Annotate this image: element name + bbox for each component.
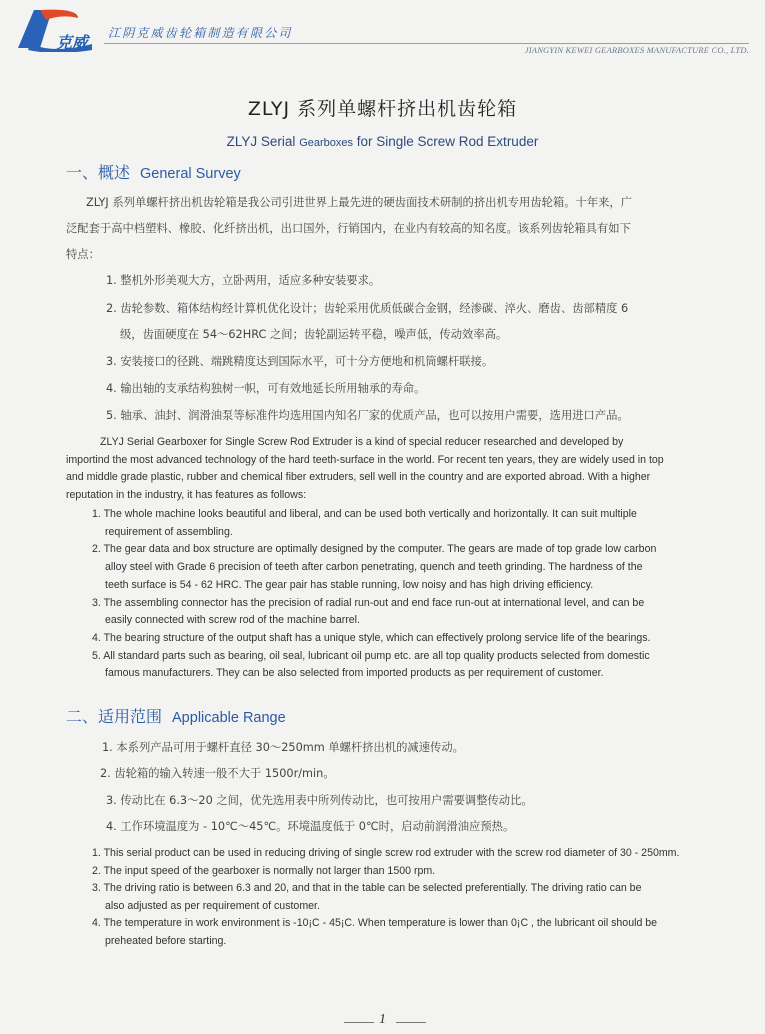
intro-en-line: and middle grade plastic, rubber and chemical fiber extruders, sell well in the country and are exported abroad. With a higher [66,471,651,484]
feature-en-line: 3. The assembling connector has the precision of radial run-out and end face run-out at international level, and can be [92,596,645,609]
intro-en-line: importind the most advanced technology of the hard teeth-surface in the world. For recent ten years, they are widely used in top [66,453,664,466]
page-title-en [0,134,765,149]
section1-heading [66,160,241,183]
feature-en-line: requirement of assembling. [105,525,233,538]
feature-cn-item-cont: 级，齿面硬度在 54～62HRC 之间；齿轮副运转平稳，噪声低，传动效率高。 [120,328,508,341]
feature-en-line: famous manufacturers. They can be also selected from imported products as per requirement of customer. [105,667,604,680]
range-en [92,845,679,950]
feature-en-line: 2. The gear data and box structure are optimally designed by the computer. The gears are made of top grade low carbon [92,543,657,556]
feature-en-line: teeth surface is 54 - 62 HRC. The gear pair has stable running, low noisy and has high driving efficiency. [105,578,594,591]
feature-cn-item: 2. 齿轮参数、箱体结构经计算机优化设计；齿轮采用优质低碳合金钢，经渗碳、淬火、磨齿、齿部精度 6 [106,302,629,315]
logo-text: 克威 [56,33,89,52]
range-cn-item: 2. 齿轮箱的输入转速一般不大于 1500r/min。 [100,767,335,780]
page-number: 1 [379,1012,386,1027]
page-title-cn: ZLYJ 系列单螺杆挤出机齿轮箱 [247,98,518,120]
range-en-line: preheated before starting. [105,934,227,947]
section1-heading-en: General Survey [140,166,241,182]
feature-en-line: 4. The bearing structure of the output shaft has a unique style, which can effectively prolong service life of the bearings. [92,631,651,644]
feature-cn-item: 4. 输出轴的支承结构独树一帜，可有效地延长所用轴承的寿命。 [106,382,426,395]
range-en-line: also adjusted as per requirement of customer. [105,899,320,912]
feature-cn-item: 1. 整机外形美观大方，立卧两用，适应多种安装要求。 [106,274,381,287]
title-en-part2: Gearboxes [299,137,353,149]
intro-en-line: reputation in the industry, it has features as follows: [66,489,307,502]
header-divider [104,43,749,44]
range-cn-item: 1. 本系列产品可用于螺杆直径 30～250mm 单螺杆挤出机的减速传动。 [102,741,464,754]
intro-cn-line: 特点： [66,248,100,261]
range-cn-item: 4. 工作环境温度为 - 10℃～45℃。环境温度低于 0℃时，启动前润滑油应预热。 [106,820,515,833]
section2-heading-cn: 二、适用范围 [66,707,163,726]
company-name-cn: 江阴克威齿轮箱制造有限公司 [108,26,293,40]
feature-en-line: 1. The whole machine looks beautiful and liberal, and can be used both vertically and horizontally. It can suit multiple [92,508,637,520]
intro-cn-line: 泛配套于高中档塑料、橡胶、化纤挤出机，出口国外，行销国内，在业内有较高的知名度。该系列齿轮箱具有如下 [66,222,631,235]
intro-en [66,434,664,505]
section1-heading-cn: 一、概述 [66,163,131,182]
title-en-part3: for Single Screw Rod Extruder [353,134,539,149]
feature-en-line: 5. All standard parts such as bearing, oil seal, lubricant oil pump etc. are all top quality products selected from domestic [92,649,650,662]
range-en-line: 3. The driving ratio is between 6.3 and 20, and that in the table can be selected preferentially. The driving ratio can be [92,882,642,894]
intro-en-line: ZLYJ Serial Gearboxer for Single Screw Rod Extruder is a kind of special reducer researched and developed by [100,436,624,448]
feature-en-line: alloy steel with Grade 6 precision of teeth after carbon penetrating, quench and teeth grinding. The hardness of the [105,561,643,574]
range-en-line: 4. The temperature in work environment is -10¡C - 45¡C. When temperature is lower than 0¡C , the lubricant oil should be [92,917,658,929]
feature-en-line: easily connected with screw rod of the machine barrel. [105,614,360,627]
range-cn-item: 3. 传动比在 6.3～20 之间，优先选用表中所列传动比，也可按用户需要调整传动比。 [106,794,533,807]
features-en [92,506,656,683]
feature-cn-item: 3. 安装接口的径跳、端跳精度达到国际水平，可十分方便地和机筒螺杆联接。 [106,355,494,368]
company-name-en: JIANGYIN KEWEI GEARBOXES MANUFACTURE CO., LTD. [524,45,749,55]
intro-cn-line: ZLYJ 系列单螺杆挤出机齿轮箱是我公司引进世界上最先进的硬齿面技术研制的挤出机专用齿轮箱。十年来，广 [86,196,633,209]
range-en-line: 1. This serial product can be used in reducing driving of single screw rod extruder with the screw rod diameter of 30 - 250mm. [92,847,680,859]
range-en-line: 2. The input speed of the gearboxer is normally not larger than 1500 rpm. [92,864,436,877]
feature-cn-item: 5. 轴承、油封、润滑油泵等标准件均选用国内知名厂家的优质产品，也可以按用户需要，选用进口产品。 [106,409,629,422]
title-en-part1: ZLYJ Serial [226,134,300,149]
section2-heading [66,704,286,727]
section2-heading-en: Applicable Range [172,710,286,726]
